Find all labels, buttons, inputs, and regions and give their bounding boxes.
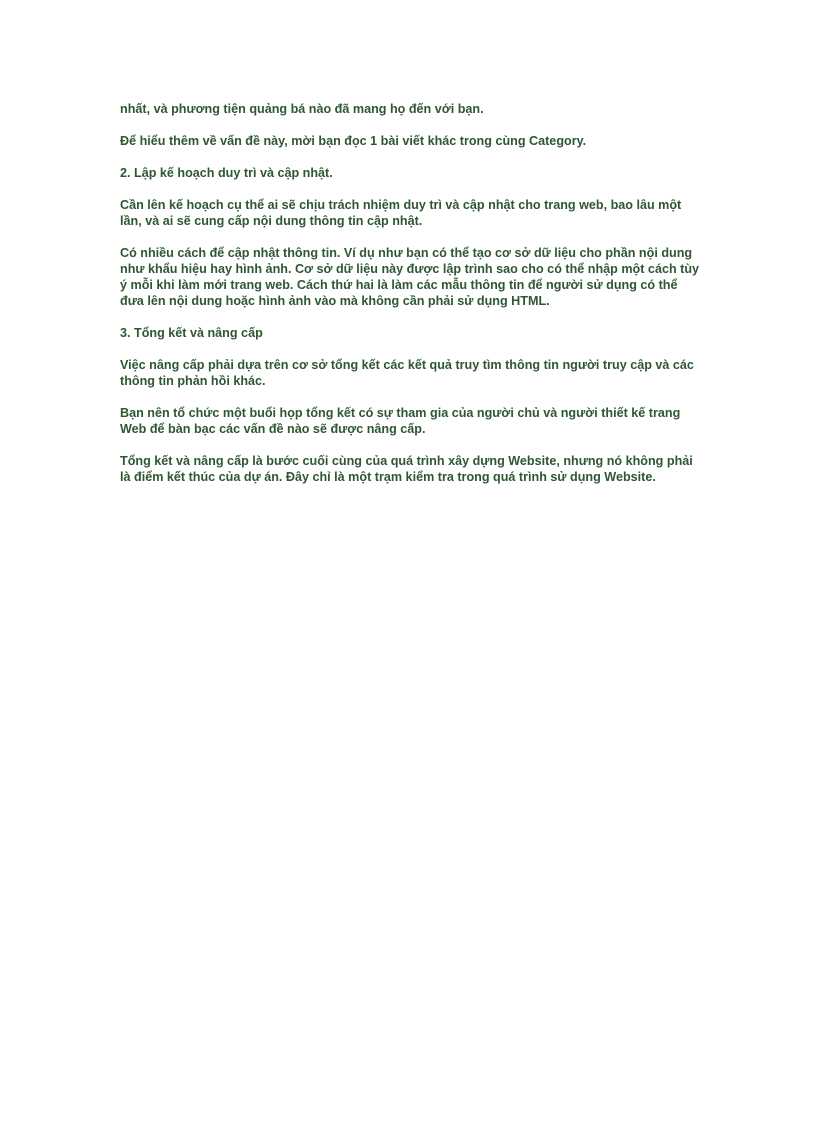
paragraph-read-more: Để hiểu thêm về vấn đề này, mời bạn đọc 1 bài viết khác trong cùng Category. <box>120 134 587 148</box>
section-heading-maintenance: 2. Lập kế hoạch duy trì và cập nhật. <box>120 166 333 180</box>
paragraph-maintenance-plan: Cần lên kế hoạch cụ thể ai sẽ chịu trách nhiệm duy trì và cập nhật cho trang web, bao lâu một lần, và ai sẽ cung cấp nội dung thông tin cập nhật. <box>120 198 682 228</box>
paragraph-upgrade-basis: Việc nâng cấp phải dựa trên cơ sở tổng kết các kết quả truy tìm thông tin người truy cập và các thông tin phản hồi khác. <box>120 358 694 388</box>
paragraph-continuation: nhất, và phương tiện quảng bá nào đã mang họ đến với bạn. <box>120 102 484 116</box>
paragraph-update-methods: Có nhiều cách để cập nhật thông tin. Ví dụ như bạn có thể tạo cơ sở dữ liệu cho phần nội dung như khẩu hiệu hay hình ảnh. Cơ sở dữ liệu này được lập trình sao cho có thể nhập một cách tùy ý mỗi khi làm mới trang web. Cách thứ hai là làm các mẫu thông tin để người sử dụng có thể đưa lên nội dung hoặc hình ảnh vào mà không cần phải sử dụng HTML. <box>120 246 700 308</box>
section-heading-review: 3. Tổng kết và nâng cấp <box>120 326 263 340</box>
paragraph-conclusion: Tổng kết và nâng cấp là bước cuối cùng của quá trình xây dựng Website, nhưng nó không phải là điểm kết thúc của dự án. Đây chỉ là một trạm kiểm tra trong quá trình sử dụng Website. <box>120 454 693 484</box>
paragraph-review-meeting: Bạn nên tổ chức một buổi họp tổng kết có sự tham gia của người chủ và người thiết kế trang Web để bàn bạc các vấn đề nào sẽ được nâng cấp. <box>120 406 681 436</box>
document-body <box>120 101 702 501</box>
